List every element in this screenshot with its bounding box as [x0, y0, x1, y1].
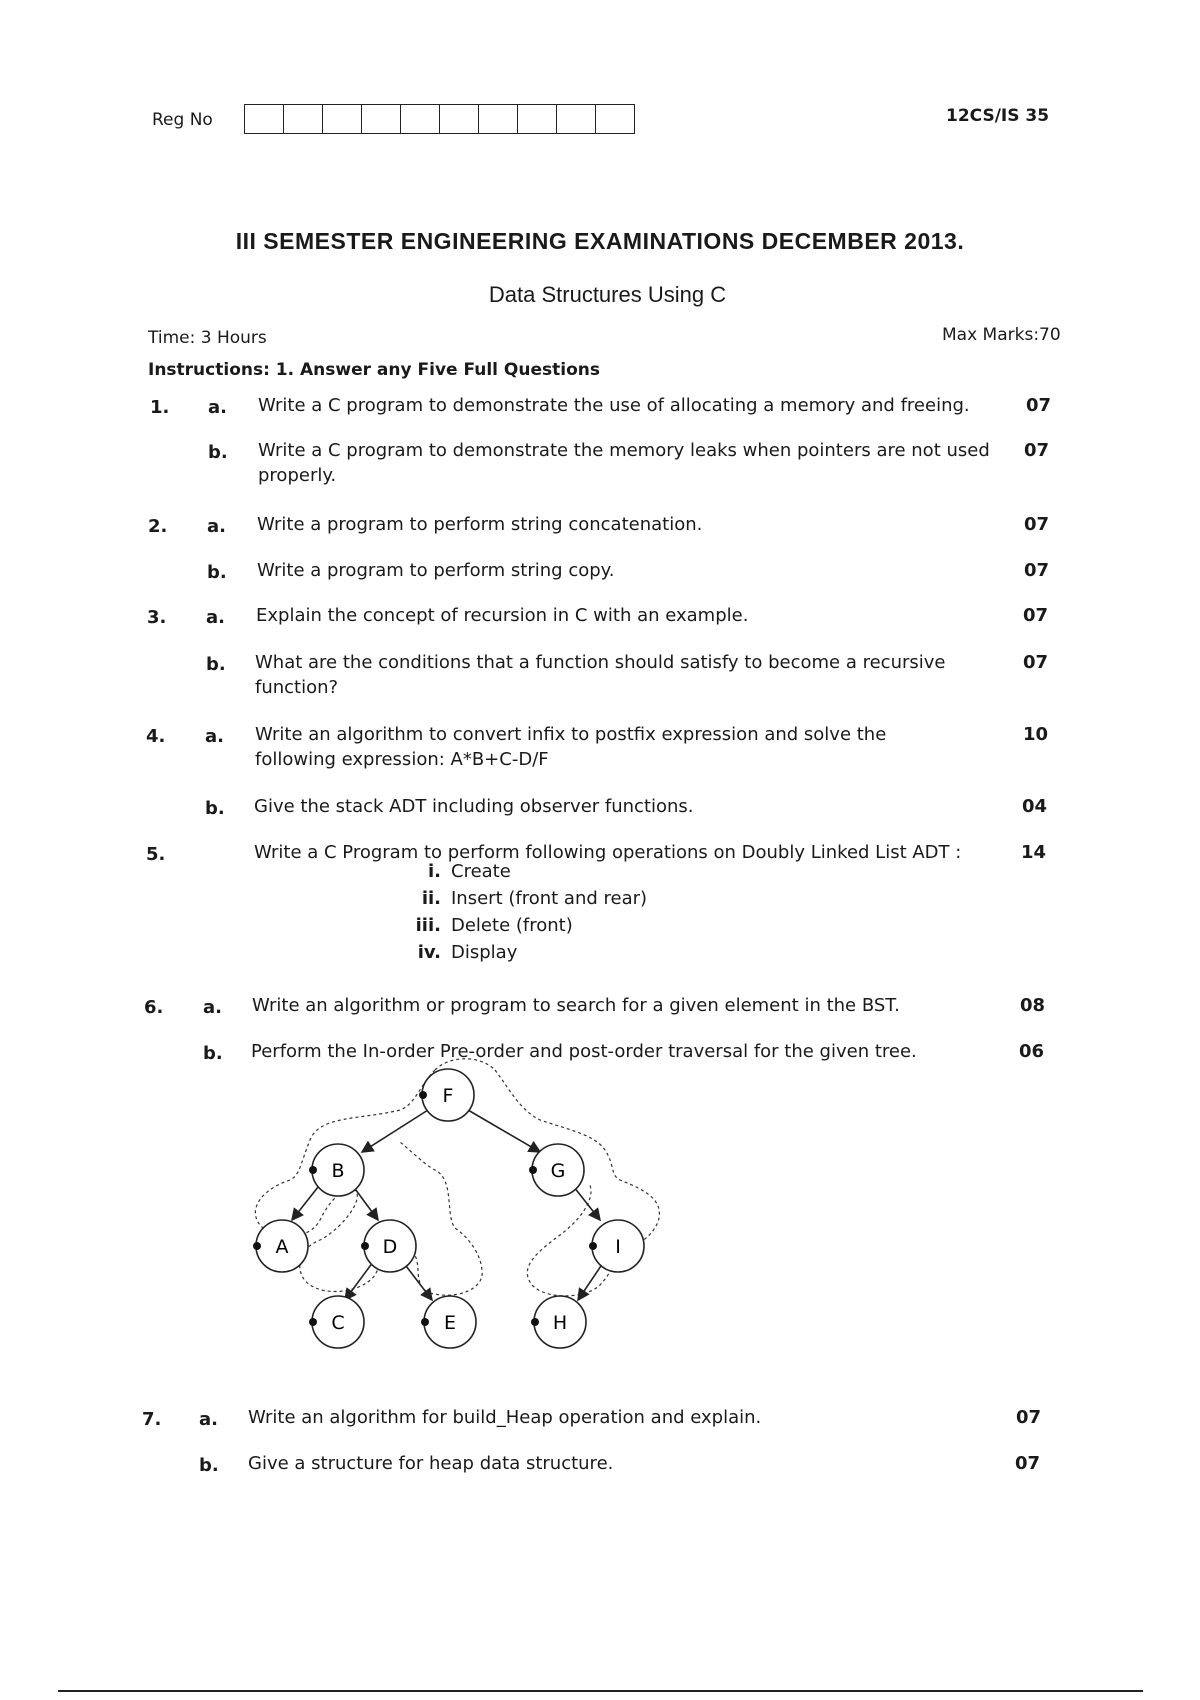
sub-item-list [405, 858, 647, 966]
tree-edge [468, 1110, 540, 1152]
part-label: a. [207, 516, 226, 537]
part-label: b. [207, 562, 227, 583]
list-item: iii. Delete (front) [415, 915, 573, 936]
svg-text:A: A [275, 1236, 289, 1258]
question-marks: 07 [1026, 395, 1052, 416]
question-number: 7. [142, 1409, 162, 1430]
subject-title: Data Structures Using C [488, 282, 727, 307]
question-text: Write a program to perform string concatenation. [257, 514, 703, 535]
part-label: a. [203, 997, 222, 1018]
question-marks: 07 [1024, 560, 1050, 581]
question-text: Explain the concept of recursion in C with an example. [256, 605, 749, 626]
svg-text:F: F [442, 1085, 454, 1107]
part-label: a. [206, 607, 225, 628]
part-label: a. [205, 726, 224, 747]
tree-node-a [253, 1220, 308, 1272]
question-marks: 07 [1023, 605, 1049, 626]
question-text: Give a structure for heap data structure. [248, 1453, 614, 1474]
question-marks: 07 [1024, 514, 1050, 535]
tree-node-d [361, 1220, 416, 1272]
svg-text:H: H [552, 1312, 568, 1334]
tree-node-i [589, 1220, 644, 1272]
paper-code: 12CS/IS 35 [946, 106, 1050, 126]
question-text: Write a C Program to perform following operations on Doubly Linked List ADT : [254, 842, 962, 863]
part-label: a. [199, 1409, 218, 1430]
question-marks: 10 [1023, 724, 1049, 745]
question-marks: 07 [1023, 652, 1049, 673]
list-item: i. Create [427, 861, 511, 882]
instructions: Instructions: 1. Answer any Five Full Questions [148, 360, 600, 380]
tree-node-c [309, 1296, 364, 1348]
question-number: 1. [150, 397, 170, 418]
reg-no-boxes [244, 104, 635, 134]
question-number: 5. [146, 844, 166, 865]
tree-edge [362, 1110, 428, 1152]
tree-edge [292, 1182, 322, 1220]
svg-text:G: G [550, 1160, 566, 1182]
exam-title: III SEMESTER ENGINEERING EXAMINATIONS DECEMBER 2013. [235, 228, 965, 254]
question-text: Write an algorithm for build_Heap operation and explain. [248, 1407, 762, 1428]
question-number: 3. [147, 607, 167, 628]
part-label: a. [208, 397, 227, 418]
question-number: 6. [144, 997, 164, 1018]
question-marks: 06 [1019, 1041, 1045, 1062]
svg-text:D: D [382, 1236, 398, 1258]
question-text: Give the stack ADT including observer functions. [254, 796, 694, 817]
question-marks: 08 [1020, 995, 1046, 1016]
question-marks: 07 [1015, 1453, 1041, 1474]
tree-node-h [531, 1296, 586, 1348]
question-text: Write a program to perform string copy. [257, 560, 615, 581]
svg-text:E: E [443, 1312, 457, 1334]
part-label: b. [203, 1043, 223, 1064]
list-item: ii. Insert (front and rear) [421, 888, 648, 909]
question-text: Write a C program to demonstrate the use of allocating a memory and freeing. [258, 395, 970, 416]
bottom-rule [58, 1690, 1143, 1692]
list-item: iv. Display [417, 942, 518, 963]
part-label: b. [205, 798, 225, 819]
question-text: Write an algorithm to convert infix to postfix expression and solve the following expression: A*B+C-D/F [255, 724, 887, 770]
question-text: What are the conditions that a function should satisfy to become a recursive function? [255, 652, 946, 698]
tree-node-f [419, 1069, 474, 1121]
svg-text:B: B [331, 1160, 345, 1182]
max-marks: Max Marks:70 [942, 325, 1061, 345]
tree-edge [403, 1262, 432, 1300]
question-text: Write a C program to demonstrate the memory leaks when pointers are not used properly. [258, 440, 990, 486]
part-label: b. [206, 654, 226, 675]
question-number: 4. [146, 726, 166, 747]
svg-text:C: C [331, 1312, 345, 1334]
question-number: 2. [148, 516, 168, 537]
question-marks: 07 [1016, 1407, 1042, 1428]
question-marks: 14 [1021, 842, 1047, 863]
binary-tree-diagram [240, 1050, 720, 1380]
question-text: Write an algorithm or program to search for a given element in the BST. [252, 995, 900, 1016]
reg-no-label: Reg No [152, 110, 213, 130]
svg-text:I: I [615, 1236, 621, 1258]
part-label: b. [208, 442, 228, 463]
question-text: Perform the In-order Pre-order and post-order traversal for the given tree. [251, 1041, 917, 1062]
question-marks: 07 [1024, 440, 1050, 461]
tree-node-g [529, 1144, 584, 1196]
question-marks: 04 [1022, 796, 1048, 817]
exam-duration: Time: 3 Hours [148, 328, 267, 348]
part-label: b. [199, 1455, 219, 1476]
tree-node-e [421, 1296, 476, 1348]
